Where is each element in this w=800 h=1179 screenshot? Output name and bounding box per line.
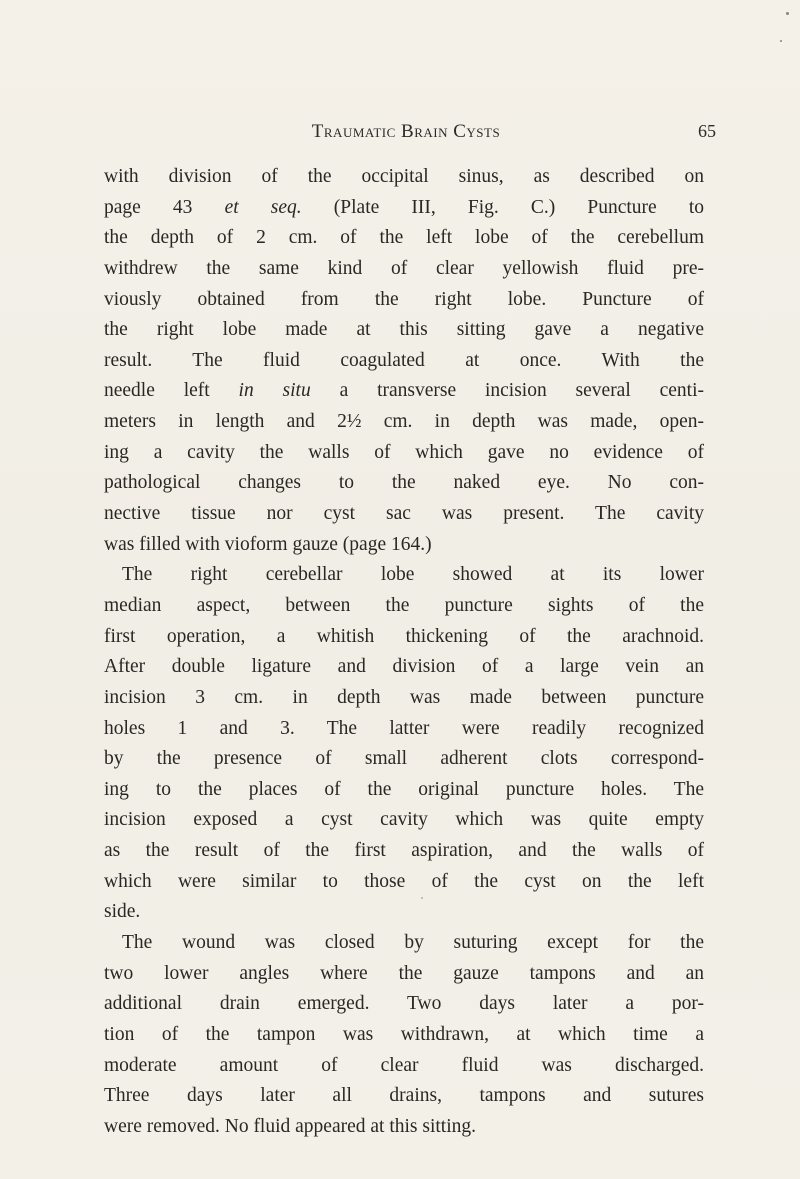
text-line: by the presence of small adherent clots correspond-	[104, 748, 704, 770]
text-line: After double ligature and division of a large vein an	[104, 656, 704, 678]
text-line: first operation, a whitish thickening of the arachnoid.	[104, 625, 704, 647]
paragraph-start-line: The right cerebellar lobe showed at its lower	[122, 564, 704, 586]
text-line: the right lobe made at this sitting gave a negative	[104, 319, 704, 341]
text-line: Three days later all drains, tampons and sutures	[104, 1085, 704, 1107]
text-line: meters in length and 2½ cm. in depth was made, open-	[104, 411, 704, 433]
text-line: tion of the tampon was withdrawn, at which time a	[104, 1023, 704, 1045]
text-line: incision exposed a cyst cavity which was quite empty	[104, 809, 704, 831]
text-line: nective tissue nor cyst sac was present. The cavity	[104, 503, 704, 525]
text-line: ing to the places of the original puncture holes. The	[104, 778, 704, 800]
text-line: pathological changes to the naked eye. No con-	[104, 472, 704, 494]
text-line: were removed. No fluid appeared at this sitting.	[104, 1115, 477, 1137]
paragraph-start-line: The wound was closed by suturing except for the	[122, 932, 704, 954]
paper-speck	[786, 12, 789, 15]
text-line: incision 3 cm. in depth was made between puncture	[104, 686, 704, 708]
text-line: ing a cavity the walls of which gave no evidence of	[104, 441, 704, 463]
paper-speck	[780, 40, 782, 42]
running-title: Traumatic Brain Cysts	[311, 121, 501, 142]
running-head	[96, 121, 716, 151]
text-line: viously obtained from the right lobe. Puncture of	[104, 288, 704, 310]
page-number: 65	[698, 121, 716, 141]
text-line: needle left in situ a transverse incision several centi-	[104, 380, 704, 402]
paper-speck	[421, 897, 423, 899]
text-line: withdrew the same kind of clear yellowish fluid pre-	[104, 257, 704, 279]
text-line: with division of the occipital sinus, as described on	[104, 166, 704, 187]
body-text	[104, 162, 704, 1143]
text-line: was filled with vioform gauze (page 164.)	[104, 533, 432, 555]
text-line: the depth of 2 cm. of the left lobe of the cerebellum	[104, 227, 704, 249]
text-line: two lower angles where the gauze tampons and an	[104, 962, 704, 984]
text-line: holes 1 and 3. The latter were readily recognized	[104, 717, 704, 739]
text-line: moderate amount of clear fluid was discharged.	[104, 1054, 704, 1076]
text-line: median aspect, between the puncture sights of the	[104, 594, 704, 616]
text-line: result. The fluid coagulated at once. With the	[104, 349, 704, 371]
text-line: page 43 et seq. (Plate III, Fig. C.) Puncture to	[104, 196, 705, 218]
text-line: side.	[104, 901, 141, 923]
text-line: which were similar to those of the cyst on the left	[104, 870, 704, 892]
text-line: as the result of the first aspiration, and the walls of	[104, 840, 704, 862]
text-line: additional drain emerged. Two days later a por-	[104, 993, 704, 1015]
